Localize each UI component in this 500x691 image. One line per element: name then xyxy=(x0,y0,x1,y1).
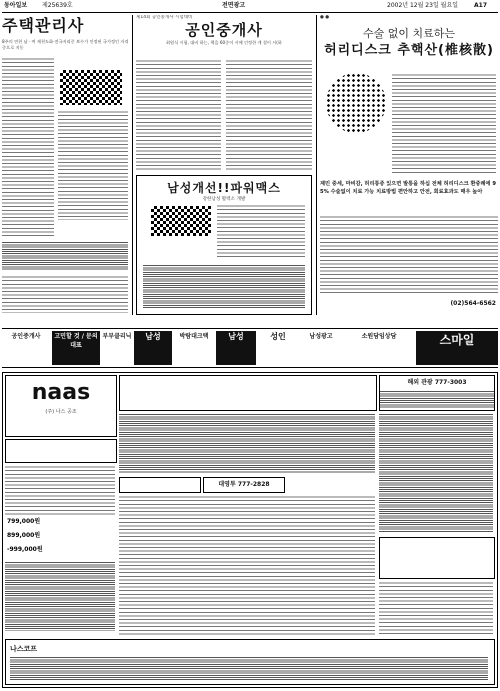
page-label: 전면광고 xyxy=(222,2,246,9)
section-overseas xyxy=(379,375,495,411)
disk-kicker: 수술 없이 치료하는 xyxy=(362,26,455,40)
classified-item: 박람대크택 xyxy=(179,333,209,340)
page-date: 2002년 12월 23일 월요일 xyxy=(387,2,459,9)
classified-item: 공인중개사 xyxy=(11,333,41,340)
housing-manager-ad xyxy=(2,15,130,315)
men-power-ad xyxy=(136,175,312,315)
men-ad-footer xyxy=(143,264,305,308)
classified-item: 남성 xyxy=(134,331,172,365)
housing-notice xyxy=(2,241,128,271)
package-list-1 xyxy=(119,413,375,473)
page-header xyxy=(2,0,498,13)
disk-footer-text xyxy=(320,215,498,295)
issue-number: 제25639호 xyxy=(42,2,73,9)
classified-item: 남성 xyxy=(216,331,256,365)
housing-footer-text xyxy=(2,275,128,313)
men-ad-image xyxy=(151,206,211,236)
naas-logo-box xyxy=(5,375,117,437)
classified-item: 성인 xyxy=(270,332,286,341)
naas-logo-sub: (주) 나스 공조 xyxy=(45,409,77,415)
broker-body-right xyxy=(226,59,312,171)
section-daeyoung: 대영투 777-2828 xyxy=(203,477,285,493)
promo-details xyxy=(5,465,115,515)
right-listing-2 xyxy=(379,581,493,635)
paper-name: 동아일보 xyxy=(4,2,28,9)
housing-image xyxy=(60,70,122,105)
men-ad-subtitle: 강한남성 활력소 개발 xyxy=(202,197,246,202)
broker-kicker: 제14회 공인중개사 시험대비 xyxy=(136,15,193,20)
package-list-2 xyxy=(119,495,375,635)
section-sea: 동남아 777-2828 xyxy=(119,477,201,493)
housing-body-text-2 xyxy=(58,110,128,220)
naascorp-title: 나스코프 xyxy=(10,645,38,653)
disk-kicker-line: ● ● xyxy=(320,15,330,20)
classified-item: 소원담임상담 xyxy=(361,333,397,340)
price-3: -999,000원 xyxy=(7,546,43,553)
classified-item: 부부클리닉 xyxy=(102,333,132,340)
broker-body-left xyxy=(136,59,221,171)
disk-ad xyxy=(320,15,498,315)
classified-item: 고민할 것 / 문의대표 xyxy=(52,331,100,365)
price-2: 899,000원 xyxy=(7,532,41,539)
housing-lead: 8주의 연천 남 · 여 제천도화·전국지리중 보수가 인정된 국가정인 자격중으로 지동 xyxy=(2,39,129,50)
broker-title: 공인중개사 xyxy=(185,20,263,39)
disk-phone: (02)564-6562 xyxy=(450,300,496,307)
disk-title: 허리디스크 추핵산(椎核散) xyxy=(324,42,494,58)
broker-ad xyxy=(136,15,312,171)
classified-item: 남성광고 xyxy=(309,333,333,340)
right-banner xyxy=(379,537,495,579)
promo-banner xyxy=(5,439,117,463)
left-listing xyxy=(5,561,115,631)
broker-lead: 최원식 시험, 대비 하는, 책을 60중이 시에 인정한 계 결이 시(하 xyxy=(166,39,282,45)
travel-ad-block xyxy=(2,372,498,688)
promo-text: 연말연시 특 기획특 xyxy=(23,446,99,456)
classified-item: 스마일 xyxy=(416,331,498,365)
classified-strip xyxy=(2,328,498,368)
right-listing xyxy=(379,413,493,533)
naas-logo: naas xyxy=(31,380,91,405)
housing-body-text xyxy=(2,57,54,237)
disk-highlight: 제민 중세, 마비감, 허리통증 있으면 발통을 하십 전체 허리디스크 환중례에 95% 수술없이 치료 가능 치료방법 편안하고 안전, 회료효과도 매우 높아 xyxy=(320,181,496,195)
title-banner xyxy=(119,375,377,411)
men-ad-body xyxy=(217,204,305,259)
bottom-row xyxy=(5,639,495,685)
price-1: 799,000원 xyxy=(7,518,41,525)
disk-spine-image xyxy=(326,73,386,133)
housing-title: 주택관리사 xyxy=(2,16,85,35)
men-ad-title: 남성개선!!파워맥스 xyxy=(167,181,281,195)
page-number: A17 xyxy=(474,2,487,9)
disk-body-text xyxy=(392,73,496,173)
section-overseas-title: 해외 관광 777-3003 xyxy=(407,379,467,386)
